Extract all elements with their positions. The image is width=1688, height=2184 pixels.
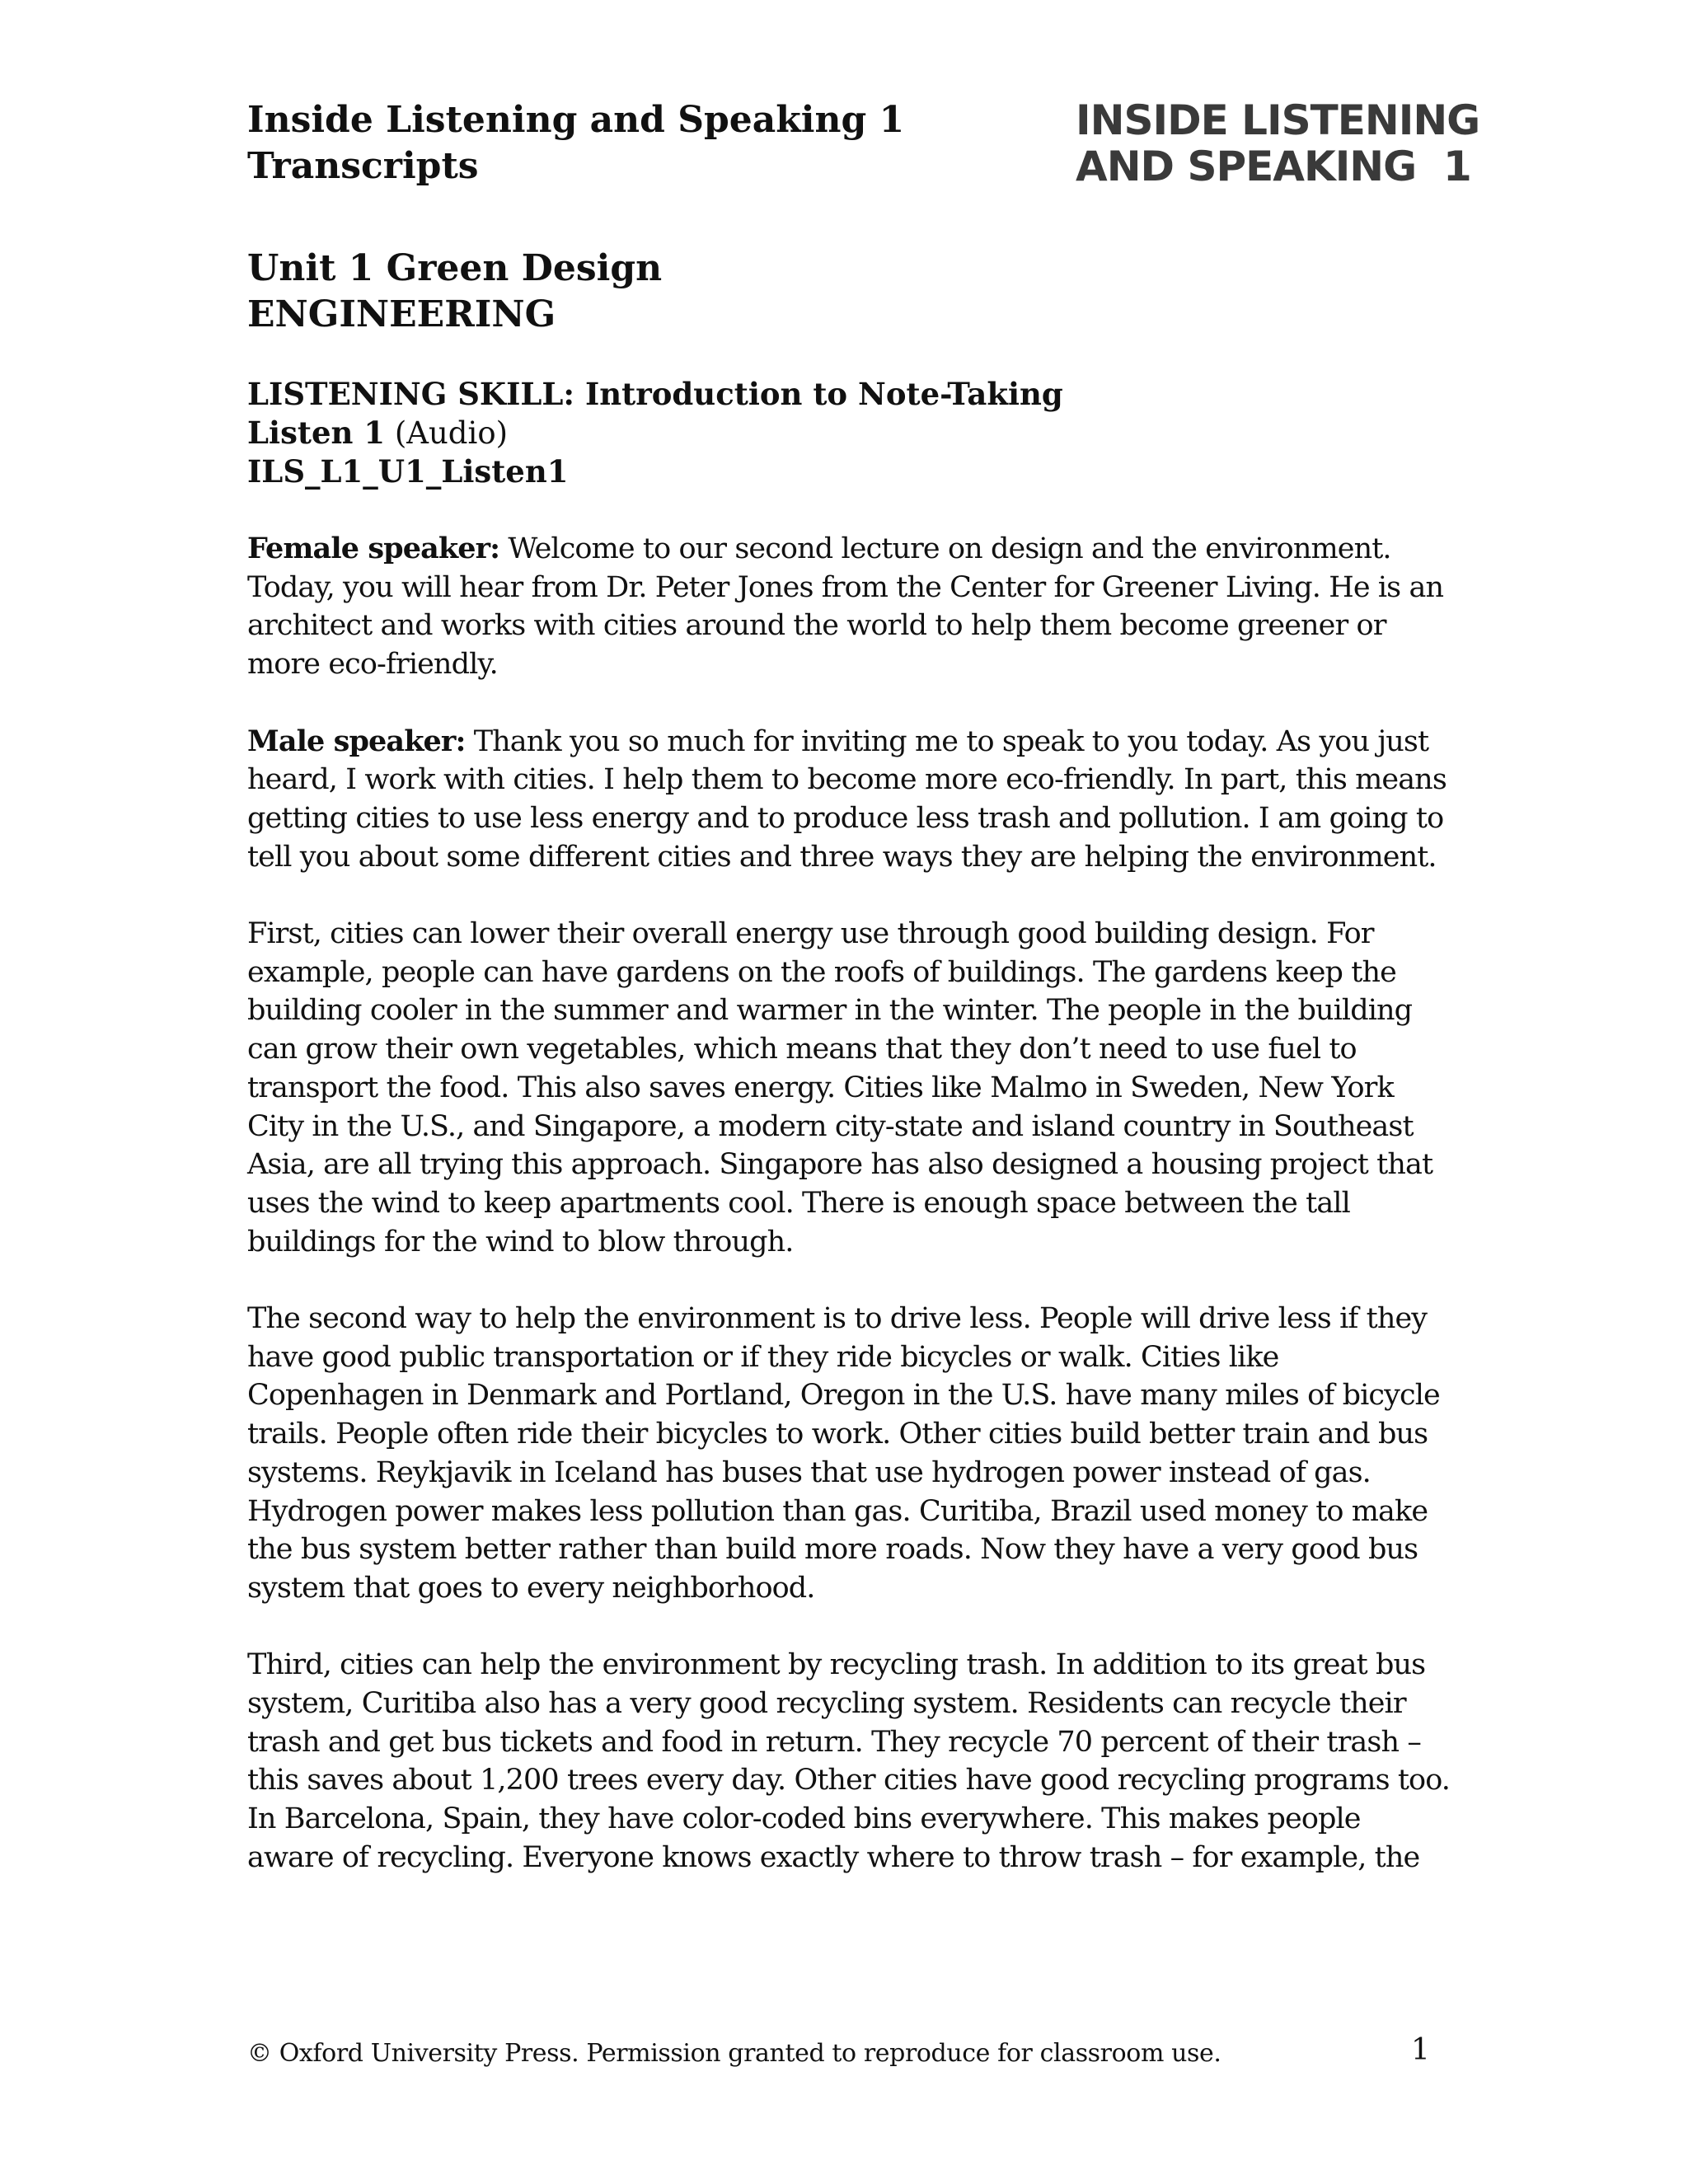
title-line-2: Transcripts [247,145,479,187]
listen-label: Listen 1 [247,415,386,451]
document-title [247,97,904,190]
copyright-footer: © Oxford University Press. Permission granted to reproduce for classroom use. [247,2039,1221,2068]
transcript-body [247,530,1451,1915]
page-number: 1 [1411,2033,1430,2067]
transcript-paragraph-3: Third, cities can help the environment by recycling trash. In addition to its great bus system, Curitiba also has a very good recycling system. Residents can recycle their trash and get bus tickets and food in return. They recycle 70 percent of their trash – this saves about 1,200 trees every day. Other cities have good recycling programs too. In Barcelona, Spain, they have color-coded bins everywhere. This makes people aware of recycling. Everyone knows exactly where to throw trash – for example, the [247,1648,1450,1874]
audio-file-id: ILS_L1_U1_Listen1 [247,453,569,490]
male-speaker-text: Thank you so much for inviting me to speak to you today. As you just heard, I work with cities. I help them to become more eco-friendly. In part, this means getting cities to use less energy and to produce less trash and pollution. I am going to tell you about some different cities and three ways they are helping the environment. [247,724,1447,874]
series-logo [1076,97,1479,190]
skill-heading: LISTENING SKILL: Introduction to Note-Taking [247,376,1063,412]
male-speaker-label: Male speaker: [247,724,466,758]
female-speaker-label: Female speaker: [247,532,500,565]
unit-heading [247,246,662,338]
female-speaker-text: Welcome to our second lecture on design and the environment. Today, you will hear from Dr. Peter Jones from the Center for Greener Living. He is an architect and works with cities around the world to help them become greener or more eco-friendly. [247,532,1444,682]
unit-title: Unit 1 Green Design [247,247,663,289]
transcript-paragraph-2: The second way to help the environment is to drive less. People will drive less if they have good public transportation or if they ride bicycles or walk. Cities like Copenhagen in Denmark and Portland, Oregon in the U.S. have many miles of bicycle trails. People often ride their bicycles to work. Other cities build better train and bus systems. Reykjavik in Iceland has buses that use hydrogen power instead of gas. Hydrogen power makes less pollution than gas. Curitiba, Brazil used money to make the bus system better rather than build more roads. Now they have a very good bus system that goes to every neighborhood. [247,1302,1440,1605]
transcript-paragraph-1: First, cities can lower their overall energy use through good building design. For example, people can have gardens on the roofs of buildings. The gardens keep the building cooler in the summer and warmer in the winter. The people in the building can grow their own vegetables, which means that they don’t need to use fuel to transport the food. This also saves energy. Cities like Malmo in Sweden, New York City in the U.S., and Singapore, a modern city-state and island country in Southeast Asia, are all trying this approach. Singapore has also designed a housing project that uses the wind to keep apartments cool. There is enough space between the tall buildings for the wind to blow through. [247,917,1433,1258]
logo-line-1: INSIDE LISTENING [1076,96,1480,144]
listen-type: (Audio) [385,415,509,451]
female-speaker-paragraph [247,530,1451,684]
listen-line [247,414,1063,452]
title-line-1: Inside Listening and Speaking 1 [247,99,905,141]
logo-line-2: AND SPEAKING 1 [1076,143,1471,190]
male-speaker-paragraph [247,723,1451,877]
skill-heading-block [247,375,1063,491]
unit-subject: ENGINEERING [247,293,556,335]
